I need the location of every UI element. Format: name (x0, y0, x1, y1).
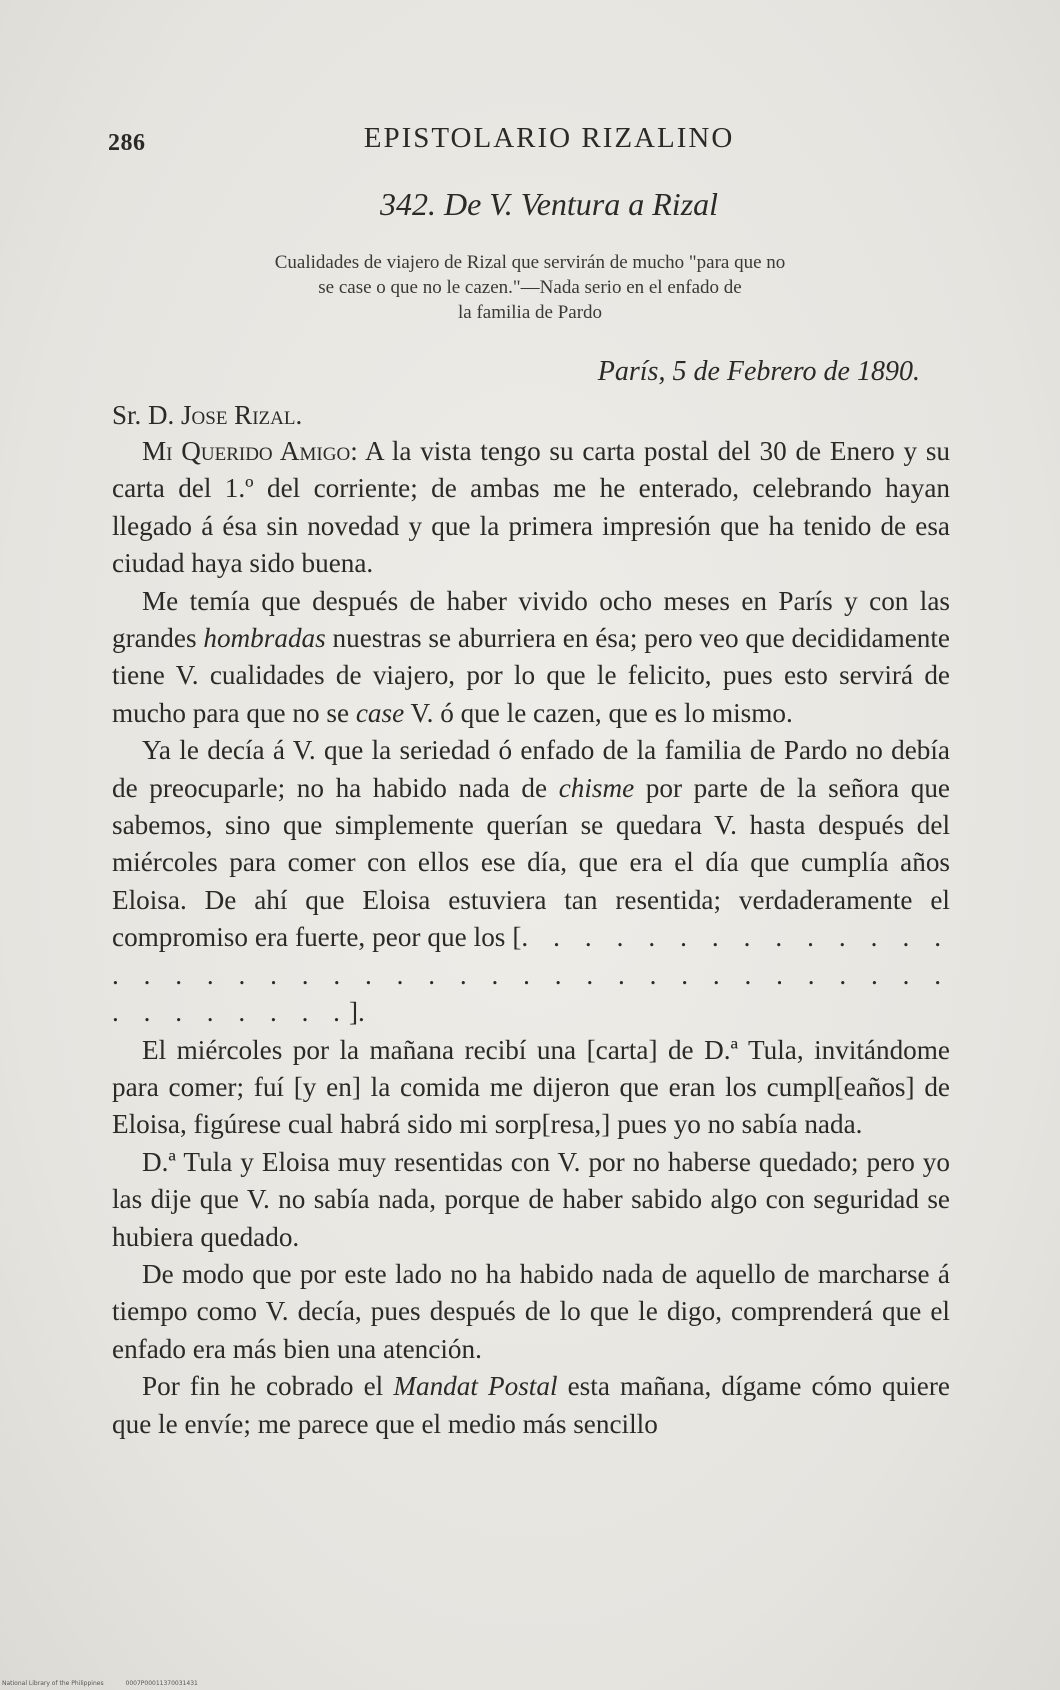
paragraph: D.ª Tula y Eloisa muy resentidas con V. por no haberse quedado; pero yo las dije que V. no sabía nada, porque de haber sabido algo con seguridad se hubiera quedado. (112, 1146, 950, 1252)
salutation-prefix: Sr. D. (112, 400, 182, 430)
running-head (108, 122, 950, 162)
italic-word: hombradas (203, 623, 326, 654)
lacuna-dots: . . . . . . . . . . . . . . . . . . . . . . . . . . . . . . . . . . . . . . . . . . . . . . . . . (112, 922, 950, 1028)
paragraph-text: por parte de la señora que sabemos, sino que simplemente querían se quedara V. hasta después del miércoles para comer con ellos ese día, que era el día que cumplía años Eloisa. De ahí que Eloisa estuviera tan resentida; verdaderamente el compromiso era fuerte, peor que los [ (112, 772, 950, 953)
paragraph-text: Por fin he cobrado el (142, 1371, 394, 1402)
paragraph-text: ]. (348, 997, 365, 1028)
italic-word: case (355, 697, 405, 728)
italic-word: chisme (558, 772, 635, 803)
letter-body (112, 433, 950, 1443)
greeting: Mi Querido Amigo (142, 436, 351, 466)
paragraph-text: Me temía que después de haber vivido ocho meses en París y con las grandes (112, 585, 950, 654)
letter-summary (110, 250, 950, 325)
scan-footer (0, 1678, 1060, 1690)
scan-code: 0007P00011370031431 (125, 1680, 198, 1687)
recipient-name: Jose Rizal. (181, 400, 303, 430)
paragraph-text: V. ó que le cazen, que es lo mismo. (404, 697, 793, 728)
summary-line: Cualidades de viajero de Rizal que servirán de mucho "para que no (274, 252, 786, 273)
paragraph: De modo que por este lado no ha habido nada de aquello de marcharse á tiempo como V. decía, pues después de lo que le digo, comprenderá que el enfado era más bien una atención. (112, 1258, 950, 1364)
paragraph-text: Ya le decía á V. que la seriedad ó enfado de la familia de Pardo no debía de preocuparle; no ha habido nada de (112, 735, 950, 803)
paragraph (112, 433, 950, 583)
book-title: EPISTOLARIO RIZALINO (363, 122, 735, 154)
paragraph-text: : A la vista tengo su carta postal del 30 de Enero y su carta del 1.º del corriente; de ambas me he enterado, celebrando hayan llegado á ésa sin novedad y que la primera impresión que ha tenido de esa ciudad haya sido buena. (112, 436, 951, 579)
paragraph (112, 583, 950, 733)
summary-line: la familia de Pardo (457, 302, 603, 323)
paragraph (112, 732, 950, 1031)
summary-line: se case o que no le cazen."—Nada serio en el enfado de (318, 277, 742, 298)
dateline: París, 5 de Febrero de 1890. (597, 356, 920, 387)
paragraph: El miércoles por la mañana recibí una [carta] de D.ª Tula, invitándome para comer; fuí [y en] la comida me dijeron que eran los cumpl[eaños] de Eloisa, figúrese cual habrá sido mi sorp[resa,] pues yo no sabía nada. (112, 1034, 950, 1140)
salutation (112, 400, 302, 431)
paragraph-text: nuestras se aburriera en ésa; pero veo que decididamente tiene V. cualidades de viajero, por lo que le felicito, pues esto servirá de mucho para que no se (112, 623, 950, 728)
page-number: 286 (108, 130, 146, 156)
paragraph (112, 1368, 950, 1443)
library-credit: National Library of the Philippines (2, 1680, 104, 1687)
letter-heading: 342. De V. Ventura a Rizal (379, 186, 719, 222)
paragraph-text: esta mañana, dígame cómo quiere que le envíe; me parece que el medio más sencillo (112, 1371, 950, 1439)
italic-title: Mandat Postal (393, 1371, 558, 1402)
